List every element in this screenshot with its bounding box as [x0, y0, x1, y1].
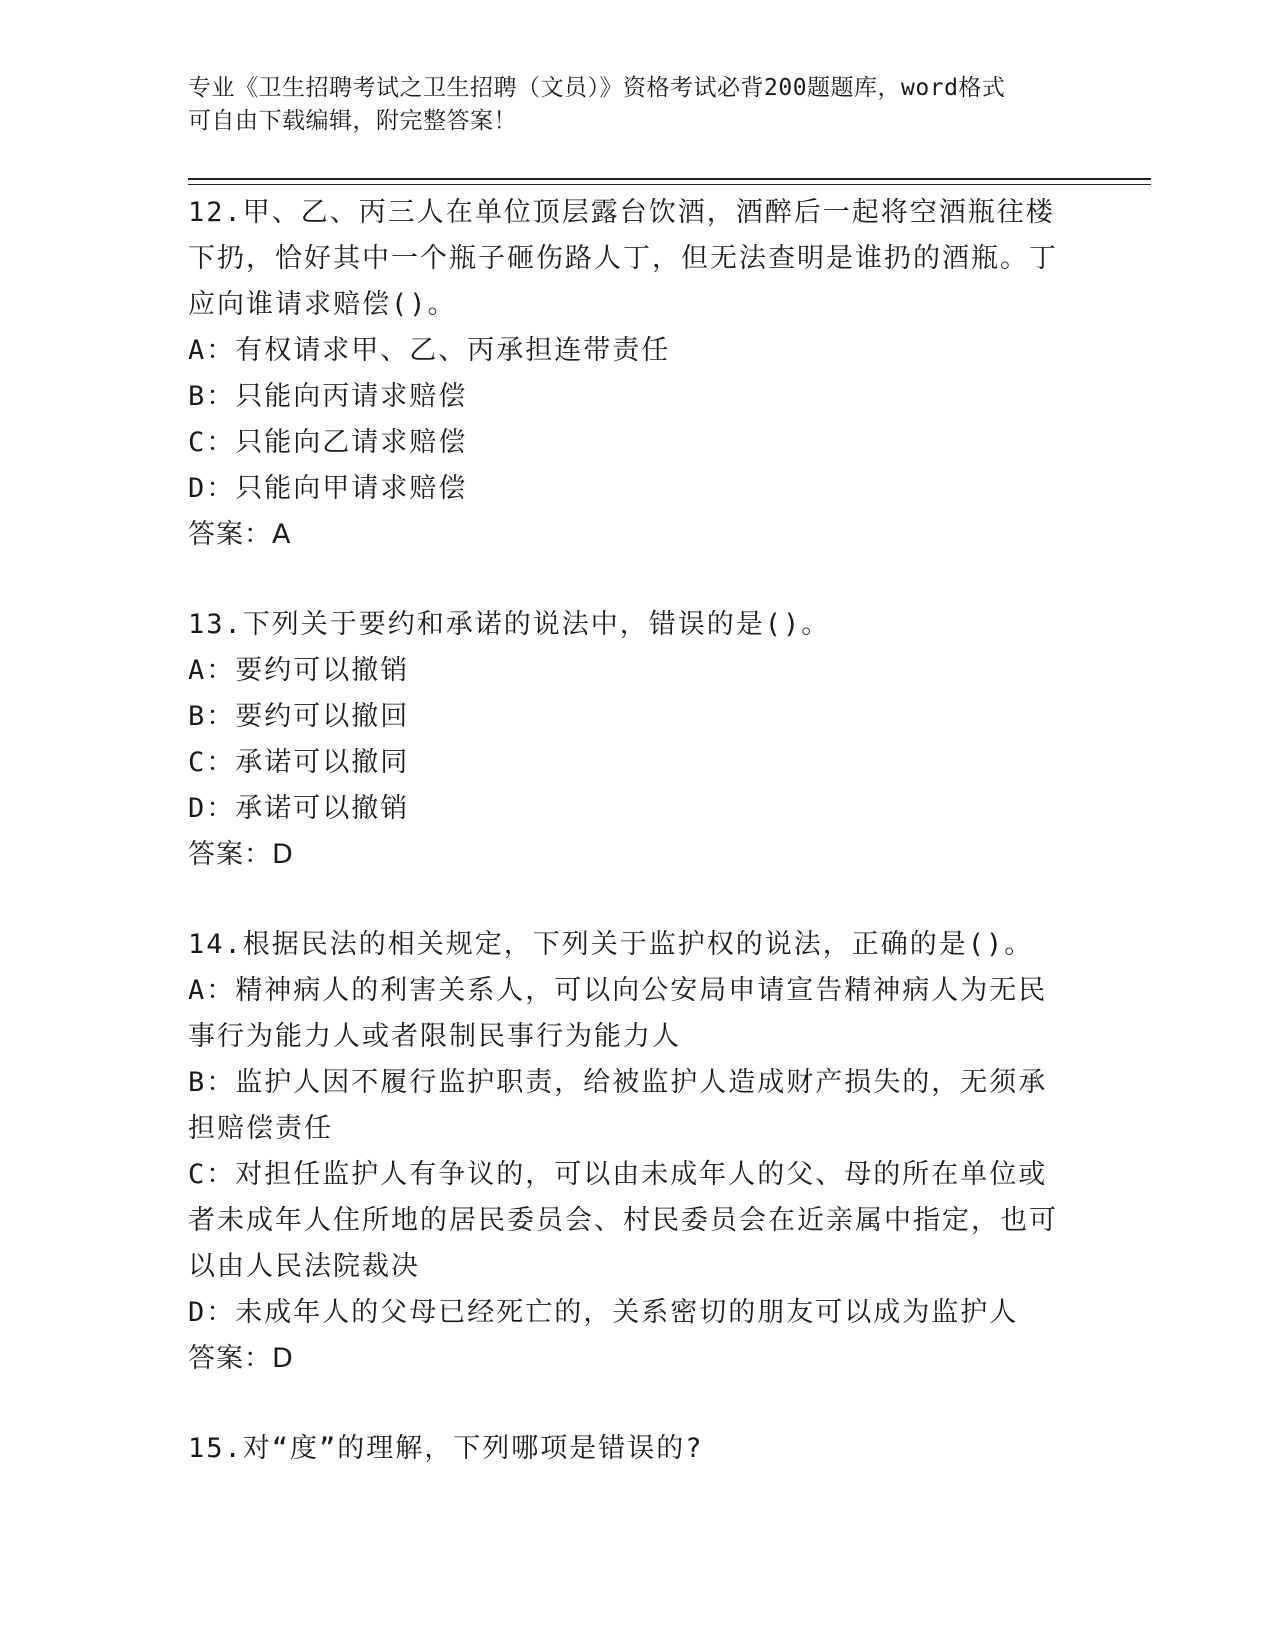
option-c: C：承诺可以撤同: [188, 747, 410, 778]
option-b: B：只能向丙请求赔偿: [188, 381, 468, 412]
answer-text: 答案：A: [188, 519, 292, 550]
option-c: C：只能向乙请求赔偿: [188, 427, 468, 458]
document-header: [188, 72, 1068, 138]
question-block: [188, 1426, 1068, 1472]
header-divider-thin: [188, 184, 1151, 185]
question-block: [188, 922, 1068, 1382]
question-block: [188, 190, 1068, 558]
option-a: A：精神病人的利害关系人，可以向公安局申请宣告精神病人为无民事行为能力人或者限制民事行为能力人: [188, 975, 1048, 1052]
option-d: D：未成年人的父母已经死亡的，关系密切的朋友可以成为监护人: [188, 1297, 1019, 1328]
answer-text: 答案：D: [188, 839, 294, 870]
question-text: 14.根据民法的相关规定，下列关于监护权的说法，正确的是()。: [188, 929, 1034, 960]
option-b: B：要约可以撤回: [188, 701, 410, 732]
option-d: D：只能向甲请求赔偿: [188, 473, 468, 504]
header-title-line-1: 专业《卫生招聘考试之卫生招聘（文员）》资格考试必背200题题库，word格式: [188, 75, 1006, 101]
question-block: [188, 602, 1068, 878]
answer-text: 答案：D: [188, 1343, 294, 1374]
question-list: [188, 190, 1068, 1472]
option-b: B：监护人因不履行监护职责，给被监护人造成财产损失的，无须承担赔偿责任: [188, 1067, 1048, 1144]
option-a: A：有权请求甲、乙、丙承担连带责任: [188, 335, 671, 366]
header-divider-thick: [188, 178, 1151, 180]
question-spacer: [188, 1382, 1068, 1426]
header-title-line-2: 可自由下载编辑，附完整答案！: [188, 108, 517, 134]
option-d: D：承诺可以撤销: [188, 793, 410, 824]
question-text: 13.下列关于要约和承诺的说法中，错误的是()。: [188, 609, 831, 640]
question-spacer: [188, 558, 1068, 602]
question-text: 15.对“度”的理解，下列哪项是错误的?: [188, 1433, 704, 1464]
question-text: 12.甲、乙、丙三人在单位顶层露台饮酒，酒醉后一起将空酒瓶往楼下扔，恰好其中一个瓶子砸伤路人丁，但无法查明是谁扔的酒瓶。丁应向谁请求赔偿()。: [188, 197, 1058, 320]
question-spacer: [188, 878, 1068, 922]
option-c: C：对担任监护人有争议的，可以由未成年人的父、母的所在单位或者未成年人住所地的居民委员会、村民委员会在近亲属中指定，也可以由人民法院裁决: [188, 1159, 1058, 1282]
option-a: A：要约可以撤销: [188, 655, 410, 686]
